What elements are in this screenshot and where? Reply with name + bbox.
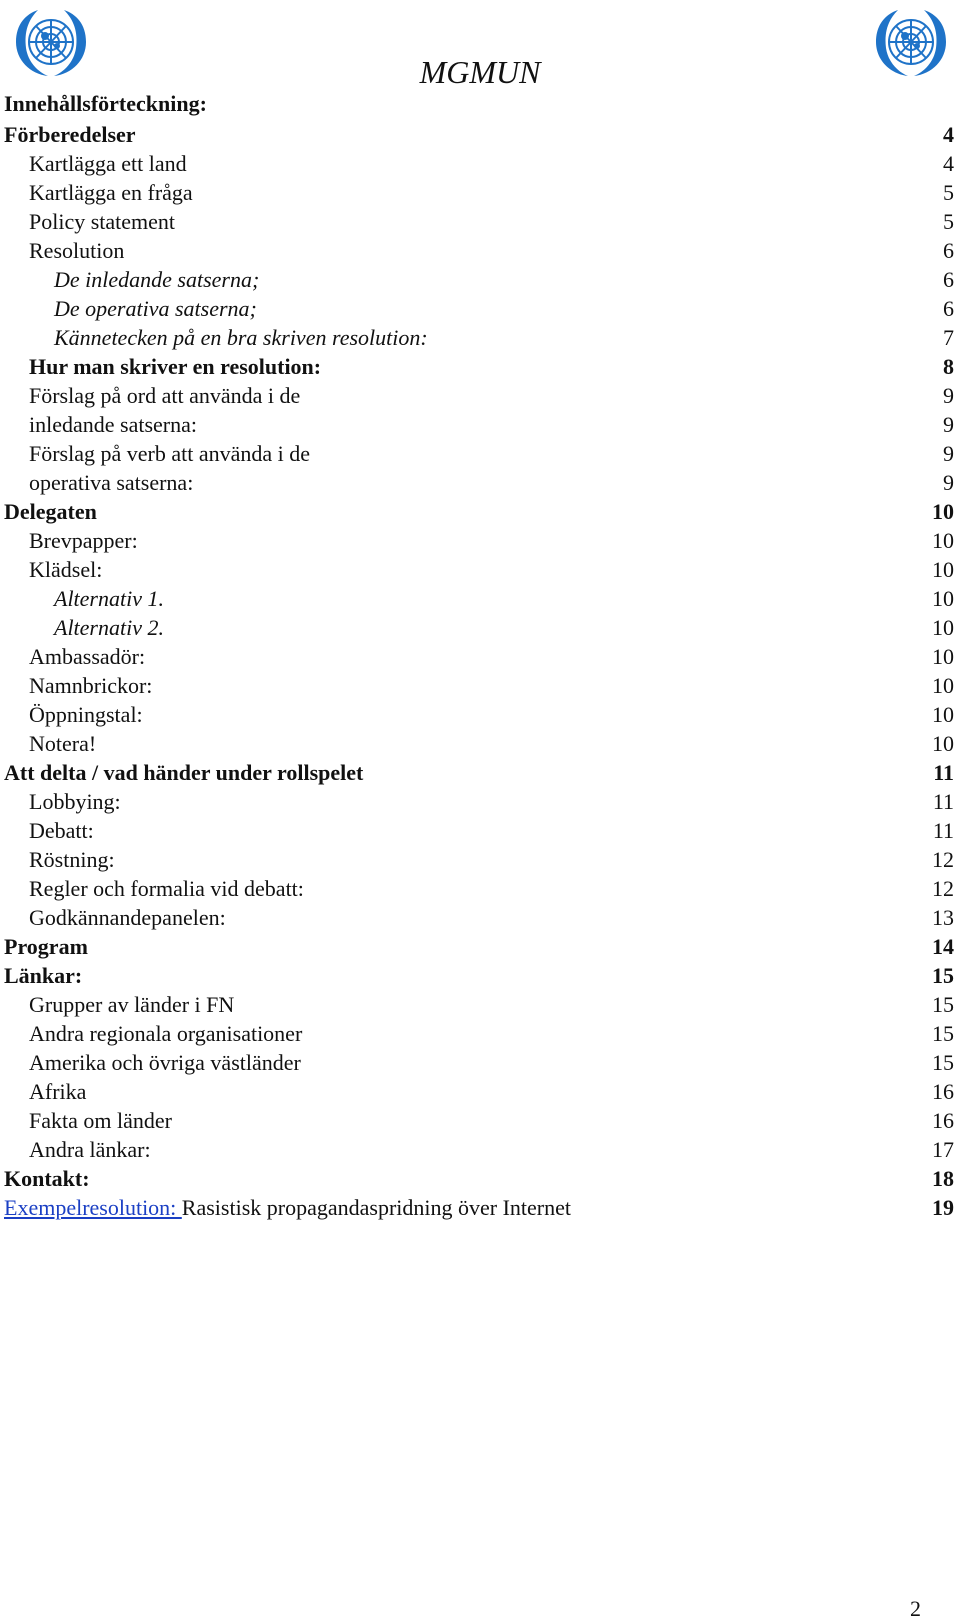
toc-entry-title: Afrika bbox=[29, 1079, 87, 1104]
example-resolution-link[interactable]: Exempelresolution: bbox=[4, 1195, 182, 1220]
toc-entry-page: 19 bbox=[932, 1195, 954, 1220]
example-resolution-title: Rasistisk propagandaspridning över Internet bbox=[181, 1195, 571, 1220]
toc-entry-page: 12 bbox=[932, 847, 954, 872]
toc-entry[interactable] bbox=[4, 323, 960, 352]
toc-entry-page: 9 bbox=[943, 412, 954, 437]
toc-entry-title: Fakta om länder bbox=[29, 1108, 172, 1133]
toc-entry-title: Regler och formalia vid debatt: bbox=[29, 876, 304, 901]
toc-entry-page: 10 bbox=[932, 731, 954, 756]
toc-entry-title: Andra länkar: bbox=[29, 1137, 151, 1162]
toc-entry-title: Klädsel: bbox=[29, 557, 103, 582]
toc-entry-title: De operativa satserna; bbox=[54, 296, 257, 321]
toc-heading: Innehållsförteckning: bbox=[4, 91, 207, 116]
toc-entry[interactable] bbox=[4, 439, 960, 468]
toc-entry-title: Resolution bbox=[29, 238, 125, 263]
toc-entry-title: Kännetecken på en bra skriven resolution: bbox=[54, 325, 428, 350]
toc-entry-page: 11 bbox=[932, 818, 954, 843]
toc-entry[interactable] bbox=[4, 468, 960, 497]
toc-entry[interactable] bbox=[4, 1164, 960, 1193]
toc-entry-title bbox=[4, 1193, 571, 1222]
toc-entry-page: 10 bbox=[932, 586, 954, 611]
toc-entry-page: 6 bbox=[943, 267, 954, 292]
toc-entry-title: Notera! bbox=[29, 731, 97, 756]
toc-entry[interactable] bbox=[4, 294, 960, 323]
toc-entry-title: Förslag på ord att använda i de bbox=[29, 383, 301, 408]
toc-entry-page: 10 bbox=[932, 615, 954, 640]
toc-entry-title: Alternativ 2. bbox=[54, 615, 164, 640]
toc-entry[interactable] bbox=[4, 120, 960, 149]
table-of-contents bbox=[4, 120, 960, 1222]
toc-entry-title: Delegaten bbox=[4, 499, 97, 524]
toc-entry-title: Alternativ 1. bbox=[54, 586, 164, 611]
toc-entry-page: 9 bbox=[943, 383, 954, 408]
toc-entry-page: 16 bbox=[932, 1079, 954, 1104]
toc-entry-page: 6 bbox=[943, 238, 954, 263]
toc-entry[interactable] bbox=[4, 758, 960, 787]
toc-entry-title: Att delta / vad händer under rollspelet bbox=[4, 760, 364, 785]
toc-entry-page: 10 bbox=[932, 557, 954, 582]
toc-entry-page: 15 bbox=[932, 1050, 954, 1075]
toc-entry[interactable] bbox=[4, 642, 960, 671]
toc-entry-page: 15 bbox=[932, 1021, 954, 1046]
toc-entry-page: 17 bbox=[932, 1137, 954, 1162]
toc-entry-page: 5 bbox=[943, 180, 954, 205]
toc-entry-title: Amerika och övriga västländer bbox=[29, 1050, 301, 1075]
toc-entry-title: Program bbox=[4, 934, 88, 959]
toc-entry-title: operativa satserna: bbox=[29, 470, 194, 495]
toc-entry[interactable] bbox=[4, 149, 960, 178]
toc-entry[interactable] bbox=[4, 265, 960, 294]
toc-entry-page: 10 bbox=[932, 673, 954, 698]
toc-entry-title: Röstning: bbox=[29, 847, 115, 872]
toc-entry-title: Förberedelser bbox=[4, 122, 136, 147]
toc-entry-page: 5 bbox=[943, 209, 954, 234]
toc-entry-page: 8 bbox=[943, 354, 954, 379]
toc-entry[interactable] bbox=[4, 729, 960, 758]
toc-entry[interactable] bbox=[4, 178, 960, 207]
toc-entry[interactable] bbox=[4, 932, 960, 961]
toc-entry[interactable] bbox=[4, 903, 960, 932]
toc-entry-page: 9 bbox=[943, 441, 954, 466]
toc-entry-title: Godkännandepanelen: bbox=[29, 905, 226, 930]
toc-entry-page: 4 bbox=[943, 151, 954, 176]
toc-entry-page: 4 bbox=[943, 122, 954, 147]
page-number: 2 bbox=[910, 1596, 921, 1621]
toc-entry-title: Policy statement bbox=[29, 209, 176, 234]
toc-entry[interactable] bbox=[4, 497, 960, 526]
toc-entry-page: 18 bbox=[932, 1166, 954, 1191]
toc-entry-title: Kartlägga en fråga bbox=[29, 180, 193, 205]
toc-entry[interactable] bbox=[4, 410, 960, 439]
toc-entry[interactable] bbox=[4, 787, 960, 816]
toc-entry-page: 15 bbox=[932, 963, 954, 988]
toc-entry-title: Öppningstal: bbox=[29, 702, 143, 727]
toc-entry[interactable] bbox=[4, 1106, 960, 1135]
toc-entry-title: Brevpapper: bbox=[29, 528, 138, 553]
toc-entry-example-resolution[interactable] bbox=[4, 1193, 960, 1222]
toc-entry-title: Kontakt: bbox=[4, 1166, 90, 1191]
toc-entry-title: inledande satserna: bbox=[29, 412, 197, 437]
toc-entry-title: Förslag på verb att använda i de bbox=[29, 441, 311, 466]
toc-entry[interactable] bbox=[4, 1135, 960, 1164]
toc-entry-title: Ambassadör: bbox=[29, 644, 146, 669]
toc-entry-page: 11 bbox=[932, 789, 954, 814]
toc-entry-page: 16 bbox=[932, 1108, 954, 1133]
toc-entry-page: 10 bbox=[932, 499, 954, 524]
toc-entry[interactable] bbox=[4, 874, 960, 903]
toc-entry[interactable] bbox=[4, 381, 960, 410]
toc-entry-title: De inledande satserna; bbox=[54, 267, 260, 292]
toc-entry[interactable] bbox=[4, 352, 960, 381]
toc-entry[interactable] bbox=[4, 613, 960, 642]
toc-entry[interactable] bbox=[4, 584, 960, 613]
toc-entry[interactable] bbox=[4, 207, 960, 236]
toc-entry[interactable] bbox=[4, 236, 960, 265]
toc-entry-page: 14 bbox=[932, 934, 954, 959]
toc-entry[interactable] bbox=[4, 700, 960, 729]
document-title: MGMUN bbox=[419, 54, 541, 90]
toc-entry-title: Namnbrickor: bbox=[29, 673, 153, 698]
toc-entry-page: 11 bbox=[933, 760, 954, 785]
toc-entry-page: 6 bbox=[943, 296, 954, 321]
toc-entry[interactable] bbox=[4, 671, 960, 700]
toc-entry[interactable] bbox=[4, 1019, 960, 1048]
toc-entry[interactable] bbox=[4, 1048, 960, 1077]
toc-entry[interactable] bbox=[4, 816, 960, 845]
toc-entry[interactable] bbox=[4, 555, 960, 584]
toc-entry[interactable] bbox=[4, 990, 960, 1019]
toc-entry-page: 10 bbox=[932, 644, 954, 669]
toc-entry[interactable] bbox=[4, 526, 960, 555]
toc-entry-page: 9 bbox=[943, 470, 954, 495]
toc-entry[interactable] bbox=[4, 961, 960, 990]
toc-entry-title: Andra regionala organisationer bbox=[29, 1021, 303, 1046]
toc-entry-title: Länkar: bbox=[4, 963, 83, 988]
toc-entry-title: Kartlägga ett land bbox=[29, 151, 187, 176]
toc-entry-title: Lobbying: bbox=[29, 789, 121, 814]
toc-entry-page: 10 bbox=[932, 528, 954, 553]
toc-entry-title: Grupper av länder i FN bbox=[29, 992, 235, 1017]
toc-entry-page: 7 bbox=[943, 325, 954, 350]
toc-entry[interactable] bbox=[4, 845, 960, 874]
toc-entry-page: 10 bbox=[932, 702, 954, 727]
toc-entry-page: 13 bbox=[932, 905, 954, 930]
toc-entry-title: Debatt: bbox=[29, 818, 94, 843]
toc-entry-page: 12 bbox=[932, 876, 954, 901]
toc-entry[interactable] bbox=[4, 1077, 960, 1106]
toc-entry-title: Hur man skriver en resolution: bbox=[29, 354, 322, 379]
toc-entry-page: 15 bbox=[932, 992, 954, 1017]
